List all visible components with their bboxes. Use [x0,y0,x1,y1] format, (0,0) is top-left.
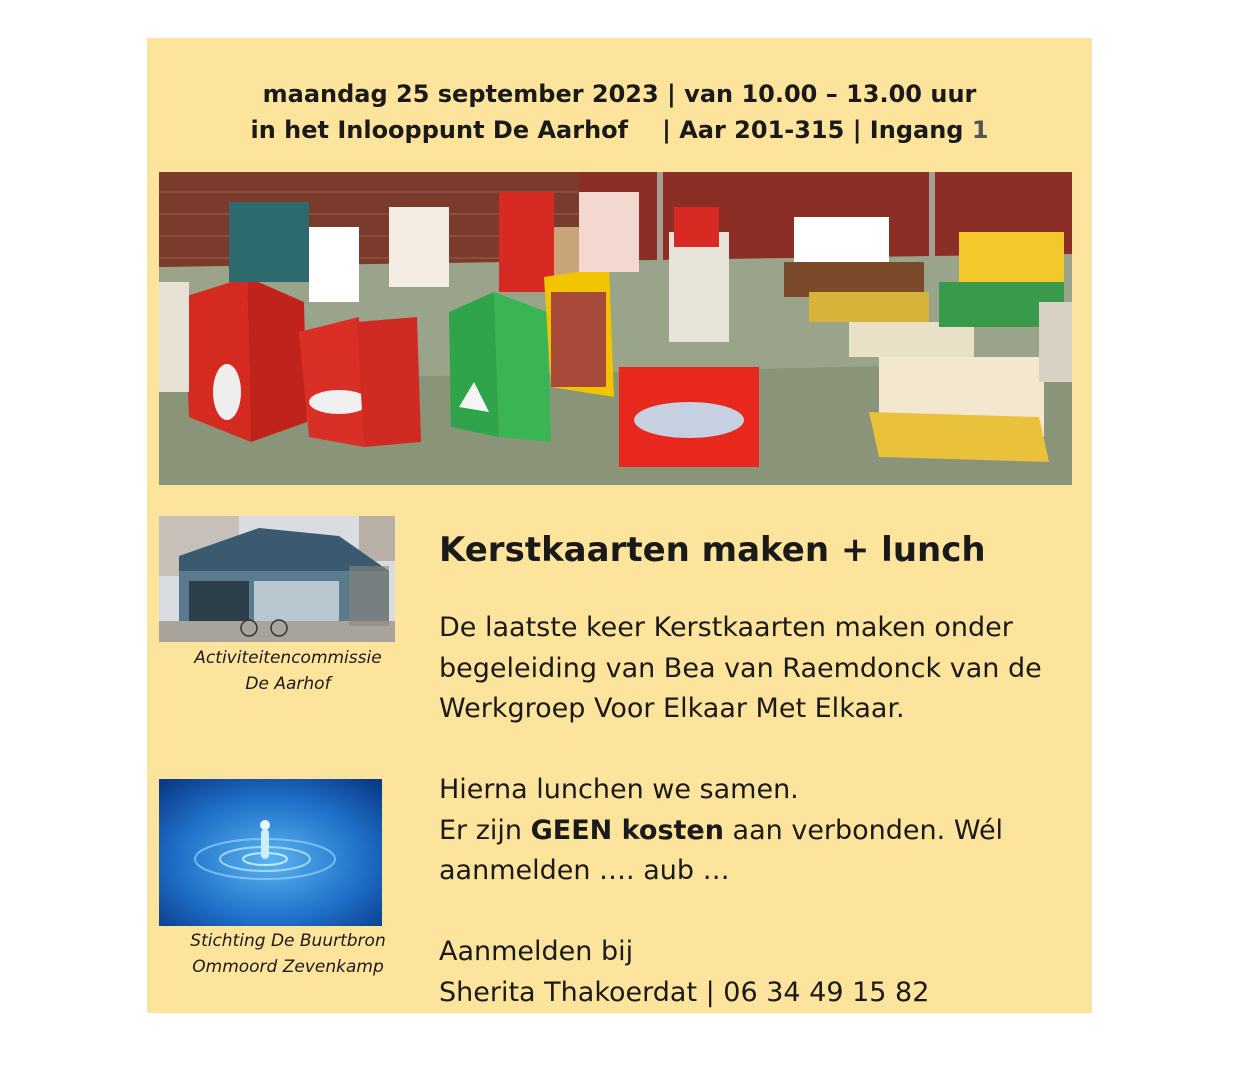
description-line: Werkgroep Voor Elkaar Met Elkaar. [439,693,905,724]
org-caption-buurtbron [159,928,417,980]
cost-text: Er zijn [439,814,531,846]
register-request-line: aanmelden …. aub … [439,855,730,886]
entrance-number: 1 [971,116,989,144]
caption-line: Stichting De Buurtbron [190,931,386,951]
caption-line: De Aarhof [245,674,331,694]
cost-text: aan verbonden. Wél [723,814,1004,846]
event-date-time: maandag 25 september 2023 | van 10.00 – 13.00 uur [262,80,977,108]
event-location [147,112,1092,148]
lunch-line: Hierna lunchen we samen. [439,774,799,805]
venue-address: | Aar 201-315 | Ingang [662,116,964,144]
no-cost-emphasis: GEEN kosten [530,814,724,846]
flyer [147,38,1092,1013]
description-line: De laatste keer Kerstkaarten maken onder [439,612,1013,643]
event-title: Kerstkaarten maken + lunch [439,530,986,570]
water-drop-photo [159,779,382,926]
event-description [439,608,1064,1013]
signup-label: Aanmelden bij [439,936,634,967]
caption-line: Ommoord Zevenkamp [192,957,384,977]
cost-line [439,811,1064,852]
signup-contact: Sherita Thakoerdat | 06 34 49 15 82 [439,976,930,1008]
venue-name: in het Inlooppunt De Aarhof [250,116,629,144]
description-line: begeleiding van Bea van Raemdonck van de [439,652,1042,684]
christmas-cards-photo [159,172,1072,485]
event-header [147,76,1092,148]
org-caption-aarhof [159,645,417,697]
aarhof-building-photo [159,516,395,642]
caption-line: Activiteitencommissie [194,648,382,668]
